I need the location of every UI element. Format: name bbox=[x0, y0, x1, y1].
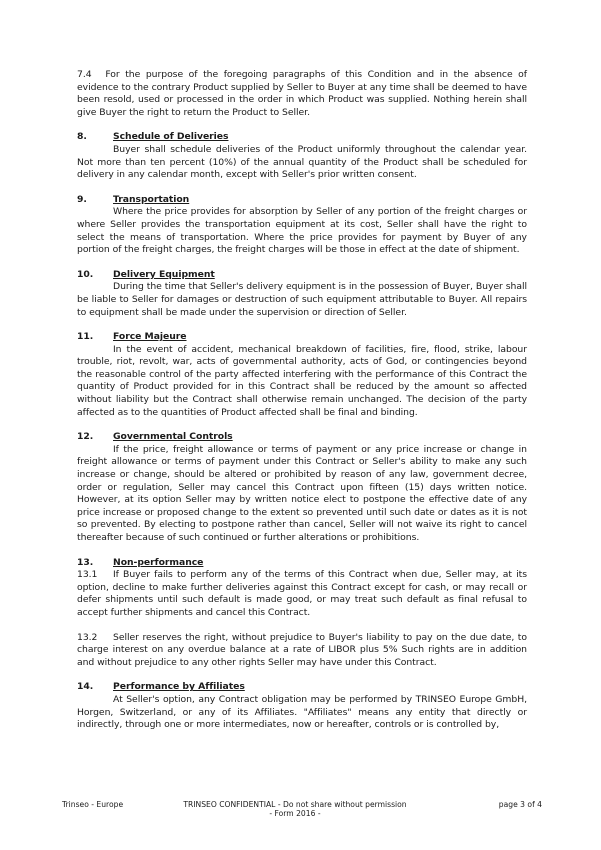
section-heading bbox=[77, 331, 527, 344]
section-heading bbox=[77, 557, 527, 570]
clause-number: 13.1 bbox=[77, 569, 98, 581]
clause-number: 13.2 bbox=[77, 631, 98, 643]
section-9 bbox=[77, 194, 527, 257]
clause-13-1 bbox=[77, 569, 527, 619]
section-number: 14. bbox=[77, 681, 94, 693]
page-number: page 3 of 4 bbox=[498, 800, 542, 809]
clause-text: If Buyer fails to perform any of the terms of this Contract when due, Seller may, at its option, decline to make further deliveries against this Contract except for cash, or may recall or defer shipments until such default is made good, or may treat such default as final refusal to accept further shipments and cancel this Contract. bbox=[77, 569, 527, 618]
section-heading bbox=[77, 194, 527, 207]
section-body: Buyer shall schedule deliveries of the Product uniformly throughout the calendar year. Not more than ten percent (10%) of the annual quantity of the Product shall be scheduled for delivery in any calendar month, except with Seller's prior written consent. bbox=[77, 143, 527, 181]
section-body: Where the price provides for absorption by Seller of any portion of the freight charges or where Seller provides the transportation equipment at its cost, Seller shall have the right to select the means of transportation. Where the price provides for payment by Buyer of any portion of the freight charges, the freight charges will be those in effect at the date of shipment. bbox=[77, 206, 527, 256]
section-heading bbox=[77, 431, 527, 444]
section-14 bbox=[77, 681, 527, 731]
section-title: Transportation bbox=[113, 193, 190, 205]
footer-confidential bbox=[170, 800, 420, 818]
section-title: Governmental Controls bbox=[113, 431, 233, 443]
section-title: Non-performance bbox=[113, 556, 204, 568]
section-title: Performance by Affiliates bbox=[113, 681, 245, 693]
section-body: If the price, freight allowance or terms of payment or any price increase or change in freight allowance or terms of payment under this Contract or Seller's ability to make any such increase or change, should be altered or prohibited by reason of any law, government decree, order or regulation, Seller may cancel this Contract upon fifteen (15) days written notice. However, at its option Seller may by written notice elect to postpone the effective date of any price increase or proposed change to the extent so prevented until such date or dates as it is not so prevented. By electing to postpone rather than cancel, Seller will not waive its right to cancel thereafter because of such continued or further alterations or prohibitions. bbox=[77, 443, 527, 543]
footer-company: Trinseo - Europe bbox=[62, 800, 124, 809]
section-title: Force Majeure bbox=[113, 331, 187, 343]
clause-7-4: 7.4 For the purpose of the foregoing paragraphs of this Condition and in the absence of evidence to the contrary Product supplied by Seller to Buyer at any time shall be deemed to have been resold, used or processed in the order in which Product was supplied. Nothing herein shall give Buyer the right to return the Product to Seller. bbox=[77, 69, 527, 118]
section-12 bbox=[77, 431, 527, 544]
footer-form-line: - Form 2016 - bbox=[269, 809, 321, 818]
section-number: 9. bbox=[77, 193, 87, 205]
section-13 bbox=[77, 557, 527, 670]
section-8 bbox=[77, 131, 527, 181]
clause-13-2 bbox=[77, 632, 527, 670]
section-body: In the event of accident, mechanical breakdown of facilities, fire, flood, strike, labour trouble, riot, revolt, war, acts of governmental authority, acts of God, or contingencies beyond the reasonable control of the party affected interfering with the performance of this Contract the quantity of Product provided for in this Contract shall be reduced by the amount so affected without liability but the Contract shall otherwise remain unchanged. The decision of the party affected as to the quantities of Product affected shall be final and binding. bbox=[77, 343, 527, 418]
section-11 bbox=[77, 331, 527, 419]
section-number: 11. bbox=[77, 331, 94, 343]
section-number: 13. bbox=[77, 556, 94, 568]
document-body bbox=[77, 69, 527, 744]
footer-confidential-line: TRINSEO CONFIDENTIAL - Do not share without permission bbox=[183, 800, 407, 809]
section-body: At Seller's option, any Contract obligation may be performed by TRINSEO Europe GmbH, Horgen, Switzerland, or any of its Affiliates. "Affiliates" means any entity that directly or indirectly, through one or more intermediates, now or hereafter, controls or is controlled by, bbox=[77, 693, 527, 731]
clause-text: Seller reserves the right, without prejudice to Buyer's liability to pay on the due date, to charge interest on any overdue balance at a rate of LIBOR plus 5% Such rights are in addition and without prejudice to any other rights Seller may have under this Contract. bbox=[77, 631, 527, 668]
section-number: 8. bbox=[77, 131, 87, 143]
section-heading bbox=[77, 269, 527, 282]
section-heading bbox=[77, 681, 527, 694]
section-heading bbox=[77, 131, 527, 144]
section-body: During the time that Seller's delivery equipment is in the possession of Buyer, Buyer shall be liable to Seller for damages or destruction of such equipment attributable to Buyer. All repairs to equipment shall be made under the supervision or direction of Seller. bbox=[77, 281, 527, 318]
section-title: Delivery Equipment bbox=[113, 268, 215, 280]
section-title: Schedule of Deliveries bbox=[113, 131, 229, 143]
section-number: 12. bbox=[77, 431, 94, 443]
section-number: 10. bbox=[77, 268, 94, 280]
section-10 bbox=[77, 269, 527, 319]
